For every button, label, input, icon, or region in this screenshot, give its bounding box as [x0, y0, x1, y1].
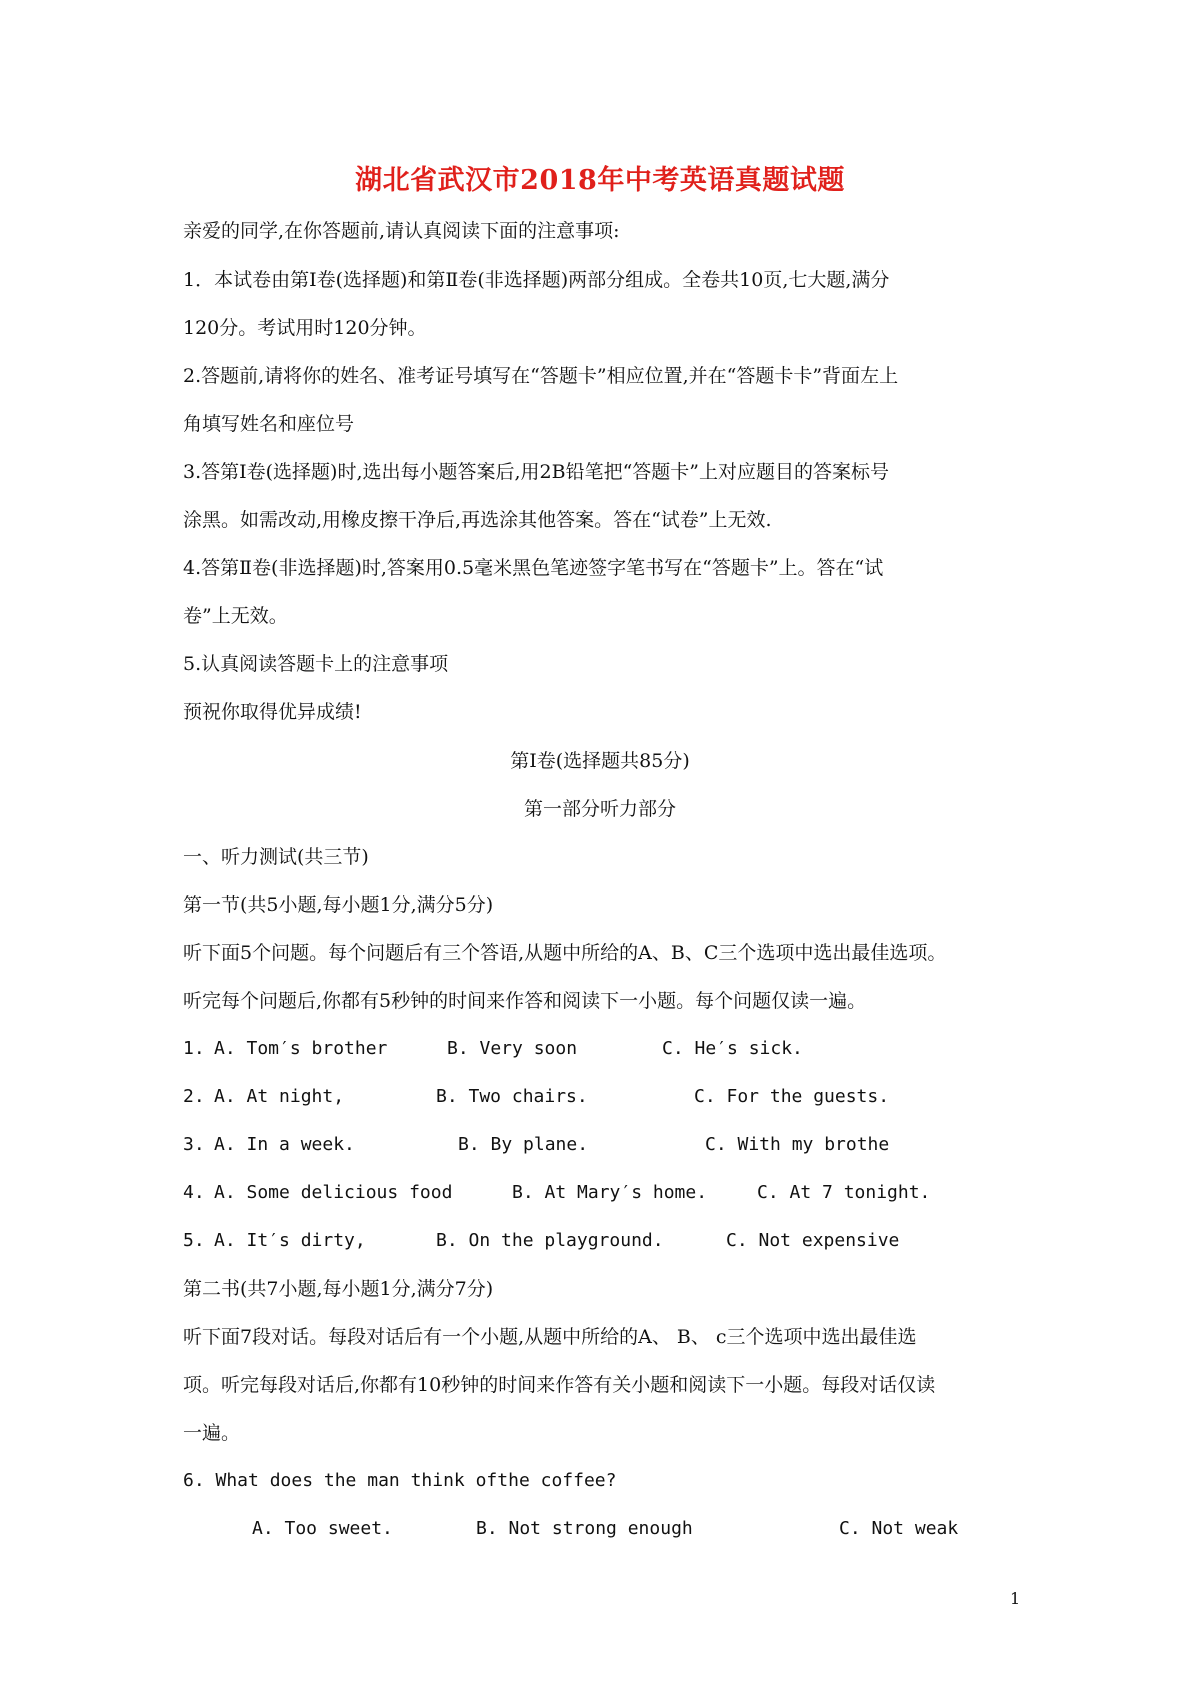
instruction-2-line-2: 角填写姓名和座位号: [183, 413, 355, 435]
option-c: C. Not expensive: [726, 1230, 900, 1251]
page-title: 湖北省武汉市2018年中考英语真题试题: [355, 165, 845, 196]
option-a: A. In a week.: [214, 1134, 355, 1155]
question-number: 2.: [183, 1086, 205, 1107]
option-a: A. Some delicious food: [214, 1182, 453, 1203]
section-1-heading: 第一节(共5小题,每小题1分,满分5分): [183, 894, 494, 916]
question-number: 5.: [183, 1230, 205, 1251]
option-a: A. It′s dirty,: [214, 1230, 366, 1251]
instruction-1-line-1: 1．本试卷由第Ⅰ卷(选择题)和第Ⅱ卷(非选择题)两部分组成。全卷共10页,七大题,满分: [183, 269, 890, 291]
instructions-intro: 亲爱的同学,在你答题前,请认真阅读下面的注意事项:: [183, 220, 620, 242]
option-a: A. Tom′s brother: [214, 1038, 388, 1059]
section-2-desc-line-2: 项。听完每段对话后,你都有10秒钟的时间来作答有关小题和阅读下一小题。每段对话仅读: [183, 1374, 936, 1396]
section-2-desc-line-3: 一遍。: [183, 1422, 241, 1444]
option-c: C. He′s sick.: [662, 1038, 803, 1059]
option-b: B. By plane.: [458, 1134, 589, 1155]
instruction-4-line-2: 卷”上无效。: [183, 605, 288, 627]
instruction-4-line-1: 4.答第Ⅱ卷(非选择题)时,答案用0.5毫米黑色笔迹签字笔书写在“答题卡”上。答在“试: [183, 557, 884, 579]
question-6-option-c: C. Not weak: [839, 1518, 959, 1539]
section-1-desc-line-1: 听下面5个问题。每个问题后有三个答语,从题中所给的A、B、C三个选项中选出最佳选项。: [183, 942, 947, 964]
question-6-option-b: B. Not strong enough: [476, 1518, 693, 1539]
question-6: 6. What does the man think ofthe coffee?: [183, 1470, 617, 1491]
option-c: C. At 7 tonight.: [757, 1182, 931, 1203]
question-number: 1.: [183, 1038, 205, 1059]
option-b: B. At Mary′s home.: [512, 1182, 708, 1203]
instruction-1-line-2: 120分。考试用时120分钟。: [183, 317, 427, 339]
option-c: C. With my brothe: [705, 1134, 890, 1155]
option-a: A. At night,: [214, 1086, 345, 1107]
instruction-5: 5.认真阅读答题卡上的注意事项: [183, 653, 449, 675]
volume-1-heading: 第Ⅰ卷(选择题共85分): [510, 750, 690, 772]
section-2-heading: 第二书(共7小题,每小题1分,满分7分): [183, 1278, 494, 1300]
section-1-desc-line-2: 听完每个问题后,你都有5秒钟的时间来作答和阅读下一小题。每个问题仅读一遍。: [183, 990, 867, 1012]
part-1-heading: 第一部分听力部分: [523, 798, 676, 820]
option-c: C. For the guests.: [694, 1086, 890, 1107]
question-6-option-a: A. Too sweet.: [252, 1518, 393, 1539]
question-number: 4.: [183, 1182, 205, 1203]
option-b: B. Very soon: [447, 1038, 578, 1059]
instruction-2-line-1: 2.答题前,请将你的姓名、准考证号填写在“答题卡”相应位置,并在“答题卡卡”背面左上: [183, 365, 899, 387]
section-2-desc-line-1: 听下面7段对话。每段对话后有一个小题,从题中所给的A、 B、 c三个选项中选出最佳选: [183, 1326, 917, 1348]
instruction-3-line-1: 3.答第Ⅰ卷(选择题)时,选出每小题答案后,用2B铅笔把“答题卡”上对应题目的答案标号: [183, 461, 890, 483]
instruction-3-line-2: 涂黑。如需改动,用橡皮擦干净后,再选涂其他答案。答在“试卷”上无效.: [183, 509, 772, 531]
good-luck-wish: 预祝你取得优异成绩!: [183, 701, 362, 723]
option-b: B. Two chairs.: [436, 1086, 588, 1107]
listening-section-heading: 一、听力测试(共三节): [183, 846, 369, 868]
page-number: 1: [1010, 1589, 1021, 1608]
question-number: 3.: [183, 1134, 205, 1155]
option-b: B. On the playground.: [436, 1230, 664, 1251]
